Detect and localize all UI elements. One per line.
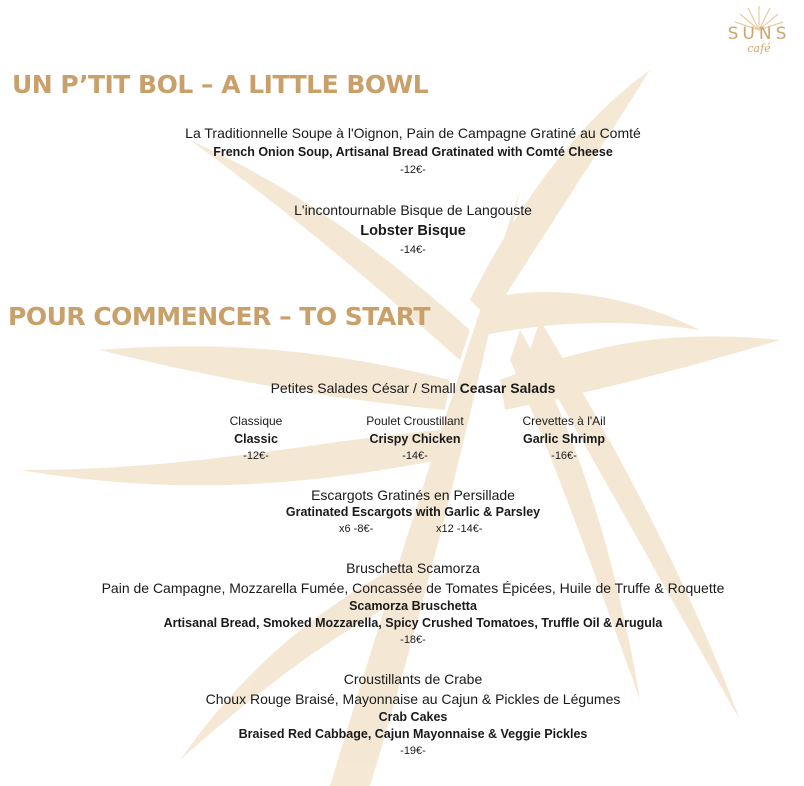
salades-heading bbox=[0, 380, 804, 396]
escargots-en: Gratinated Escargots with Garlic & Parsley bbox=[285, 505, 541, 519]
bisque-en: Lobster Bisque bbox=[360, 223, 466, 239]
salades-heading-en: Ceasar Salads bbox=[459, 380, 556, 396]
section-title-little-bowl: UN P’TIT BOL – A LITTLE BOWL bbox=[12, 70, 429, 99]
soupe-fr: La Traditionnelle Soupe à l'Oignon, Pain de Campagne Gratiné au Comté bbox=[185, 125, 641, 141]
bisque-fr: L'incontournable Bisque de Langouste bbox=[294, 202, 532, 218]
logo-subtitle: café bbox=[747, 42, 771, 55]
salade-option-fr: Poulet Croustillant bbox=[366, 414, 464, 428]
salade-option-price: -14€- bbox=[402, 450, 428, 462]
escargots-fr: Escargots Gratinés en Persillade bbox=[311, 487, 515, 503]
section-title-to-start: POUR COMMENCER – TO START bbox=[8, 302, 430, 331]
bruschetta-price: -18€- bbox=[400, 634, 426, 646]
salade-option-shrimp bbox=[484, 414, 644, 462]
escargots-qty-12: x12 -14€- bbox=[436, 523, 483, 535]
salade-option-chicken bbox=[335, 414, 495, 462]
crabe-price: -19€- bbox=[400, 745, 426, 757]
bruschetta-fr-desc: Pain de Campagne, Mozzarella Fumée, Concassée de Tomates Épicées, Huile de Truffe & Roquette bbox=[101, 580, 725, 596]
bisque-price: -14€- bbox=[400, 244, 426, 256]
crabe-fr-desc: Choux Rouge Braisé, Mayonnaise au Cajun & Pickles de Légumes bbox=[205, 691, 621, 707]
salade-option-classic bbox=[176, 414, 336, 462]
logo-wordmark: SUNS bbox=[727, 24, 791, 44]
salade-option-en: Classic bbox=[234, 432, 278, 446]
crabe-fr: Croustillants de Crabe bbox=[343, 671, 483, 687]
salade-option-en: Garlic Shrimp bbox=[523, 432, 605, 446]
crabe-en-desc: Braised Red Cabbage, Cajun Mayonnaise & Veggie Pickles bbox=[238, 727, 588, 741]
crabe-en: Crab Cakes bbox=[378, 710, 448, 724]
salade-option-fr: Classique bbox=[229, 414, 283, 428]
salades-heading-fr: Petites Salades César / Small bbox=[270, 380, 456, 396]
salade-option-fr: Crevettes à l'Ail bbox=[522, 414, 606, 428]
salade-option-price: -12€- bbox=[243, 450, 269, 462]
salade-option-en: Crispy Chicken bbox=[369, 432, 461, 446]
soupe-price: -12€- bbox=[400, 164, 426, 176]
salade-option-price: -16€- bbox=[551, 450, 577, 462]
escargots-qty-6: x6 -8€- bbox=[339, 523, 374, 535]
bruschetta-en: Scamorza Bruschetta bbox=[349, 599, 477, 613]
bruschetta-fr: Bruschetta Scamorza bbox=[346, 560, 480, 576]
soupe-en: French Onion Soup, Artisanal Bread Gratinated with Comté Cheese bbox=[213, 145, 613, 159]
bruschetta-en-desc: Artisanal Bread, Smoked Mozzarella, Spicy Crushed Tomatoes, Truffle Oil & Arugula bbox=[163, 616, 663, 630]
suns-cafe-logo bbox=[720, 2, 798, 60]
